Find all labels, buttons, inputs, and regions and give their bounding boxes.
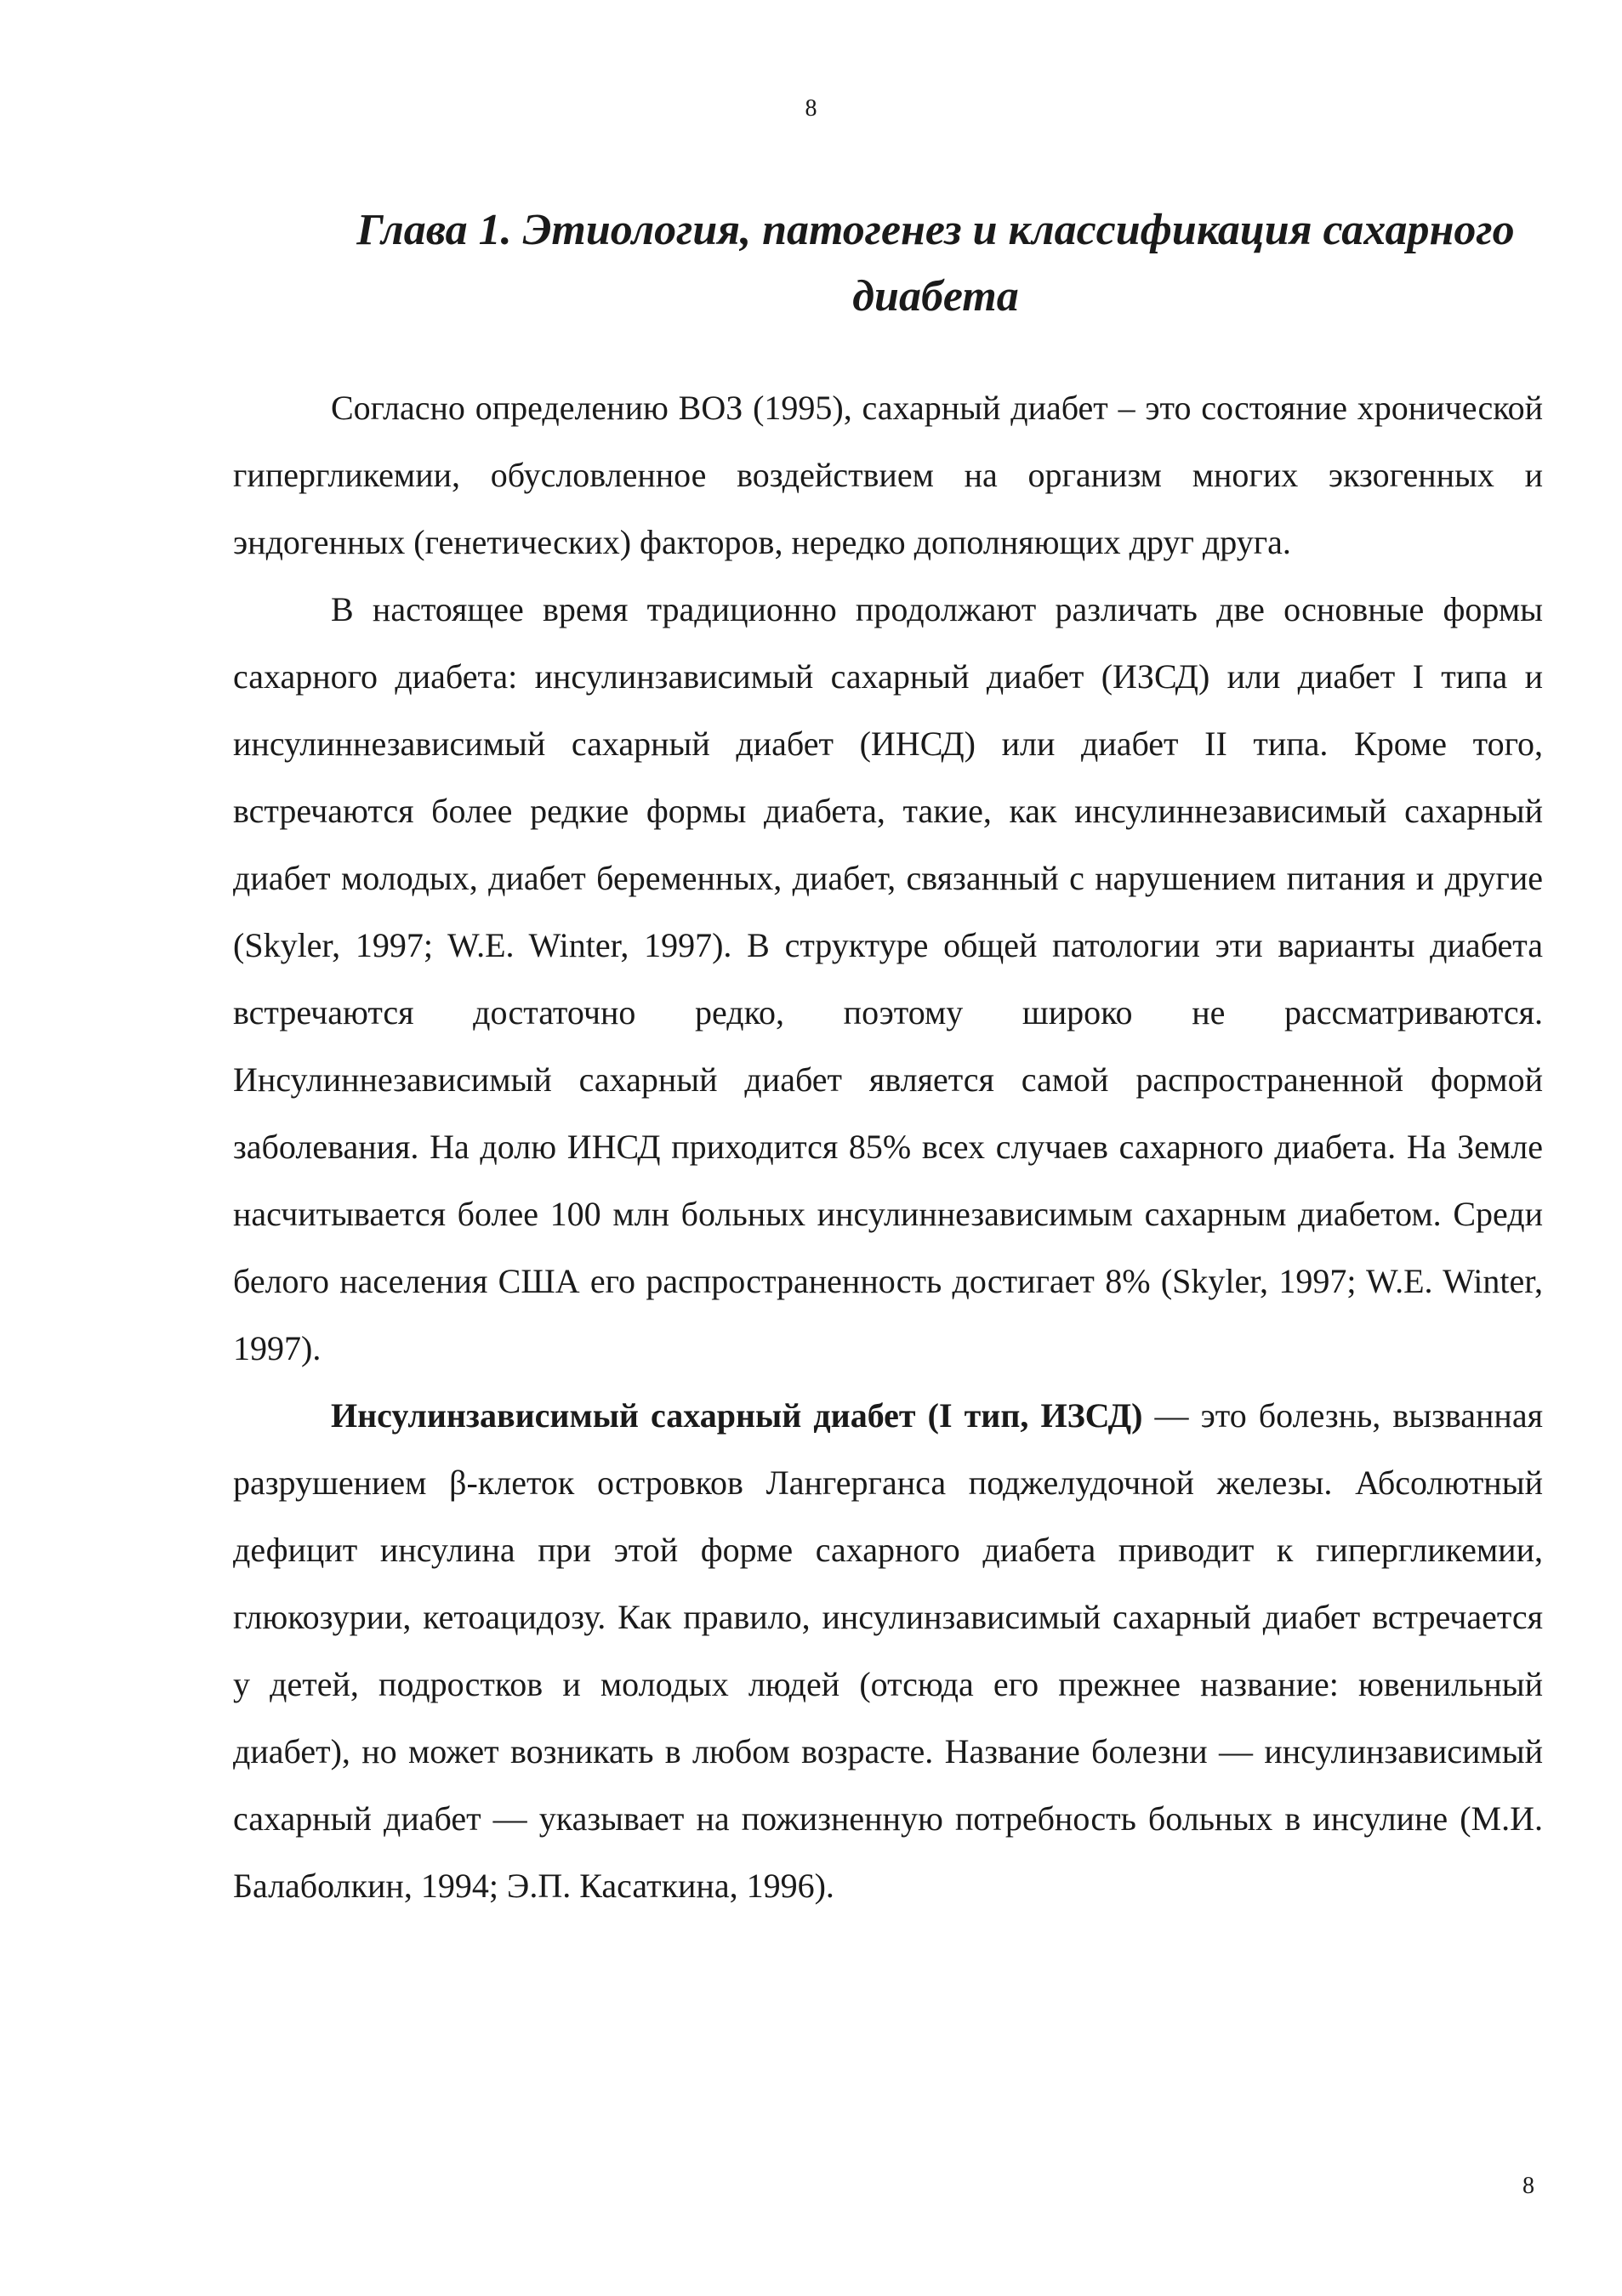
bold-term: Инсулинзависимый сахарный диабет (I тип, ИЗСД) (331, 1396, 1143, 1435)
page-number-top: 8 (805, 95, 817, 122)
paragraph: Согласно определению ВОЗ (1995), сахарный диабет – это состояние хронической гипергликемии, обусловленное воздействием на организм многих экзогенных и эндогенных (генетических) факторов, нередко дополняющих друг друга. (233, 389, 1543, 561)
chapter-title: Глава 1. Этиология, патогенез и классификация сахарного диабета (356, 206, 1515, 321)
paragraph-text: — это болезнь, вызванная разрушением β-клеток островков Лангерганса поджелудочной железы. Абсолютный дефицит инсулина при этой форме сахарного диабета приводит к гипергликемии, глюкозурии, кетоацидозу. Как правило, инсулинзависимый сахарный диабет встречается у детей, подростков и молодых людей (отсюда его прежнее название: ювенильный диабет), но может возникать в любом возрасте. Название болезни — инсулинзависимый сахарный диабет — указывает на пожизненную потребность больных в инсулине (М.И. Балаболкин, 1994; Э.П. Касаткина, 1996). (233, 1396, 1543, 1905)
page-number-bottom: 8 (1522, 2173, 1534, 2199)
paragraph (233, 1382, 1543, 1919)
paragraph: В настоящее время традиционно продолжают различать две основные формы сахарного диабета: инсулинзависимый сахарный диабет (ИЗСД) или диабет I типа и инсулиннезависимый сахарный диабет (ИНСД) или диабет II типа. Кроме того, встречаются более редкие формы диабета, такие, как инсулиннезависимый сахарный диабет молодых, диабет беременных, диабет, связанный с нарушением питания и другие (Skyler, 1997; W.E. Winter, 1997). В структуре общей патологии эти варианты диабета встречаются достаточно редко, поэтому широко не рассматриваются. Инсулиннезависимый сахарный диабет является самой распространенной формой заболевания. На долю ИНСД приходится 85% всех случаев сахарного диабета. На Земле насчитывается более 100 млн больных инсулиннезависимым сахарным диабетом. Среди белого населения США его распространенность достигает 8% (Skyler, 1997; W.E. Winter, 1997). (233, 590, 1543, 1367)
body-text (233, 374, 1543, 1919)
